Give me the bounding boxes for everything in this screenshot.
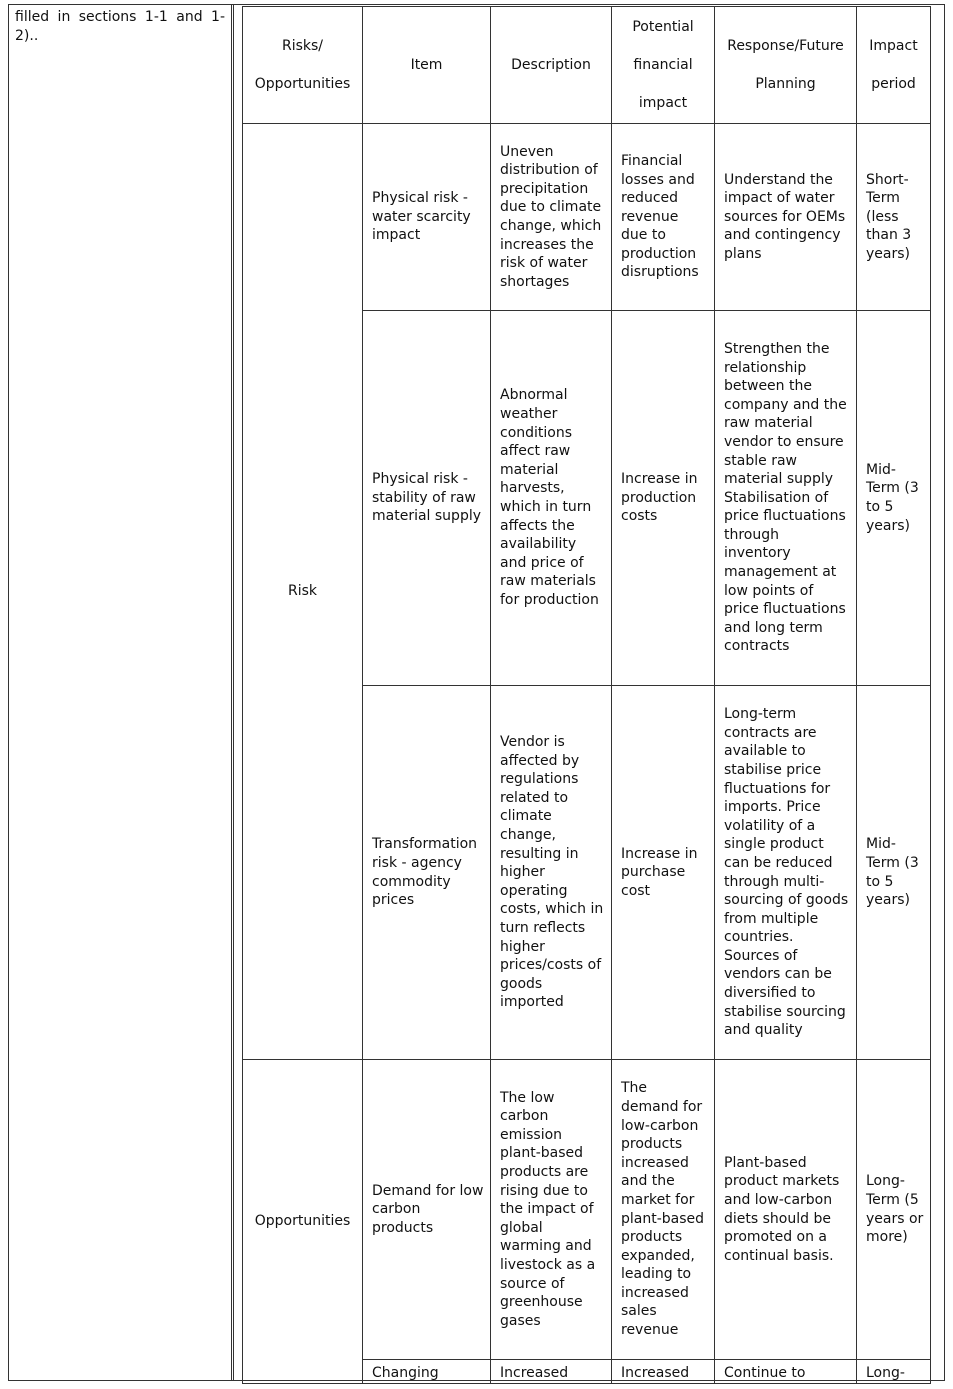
row-description: Vendor is affected by regulations related to climate change, resulting in higher operating costs, which in turn reflects higher prices/costs of goods imported: [491, 686, 612, 1060]
row-item: Changing: [363, 1360, 491, 1384]
row-impact-period: Mid-Term (3 to 5 years): [857, 311, 931, 686]
group-opportunities: Opportunities: [243, 1060, 363, 1384]
row-response: Plant-based product markets and low-carbon diets should be promoted on a continual basis.: [715, 1060, 857, 1360]
table-row: [243, 124, 931, 311]
row-financial-impact: Increase in production costs: [612, 311, 715, 686]
row-description: The low carbon emission plant-based products are rising due to the impact of global warming and livestock as a source of greenhouse gases: [491, 1060, 612, 1360]
table-row: [243, 1060, 931, 1360]
header-row: [243, 7, 931, 124]
row-response: Strengthen the relationship between the company and the raw material vendor to ensure stable raw material supply Stabilisation of price fluctuations through inventory management at low points of price fluctuations and long term contracts: [715, 311, 857, 686]
row-impact-period: Long-: [857, 1360, 931, 1384]
row-response: Understand the impact of water sources for OEMs and contingency plans: [715, 124, 857, 311]
row-impact-period: Long-Term (5 years or more): [857, 1060, 931, 1360]
row-description: Uneven distribution of precipitation due to climate change, which increases the risk of water shortages: [491, 124, 612, 311]
header-financial-impact: Potential financial impact: [612, 7, 715, 124]
climate-risk-opportunity-table: [242, 6, 931, 1384]
row-financial-impact: Increased: [612, 1360, 715, 1384]
row-impact-period: Short-Term (less than 3 years): [857, 124, 931, 311]
header-description: Description: [491, 7, 612, 124]
row-financial-impact: Increase in purchase cost: [612, 686, 715, 1060]
row-response: Continue to: [715, 1360, 857, 1384]
row-item: Transformation risk - agency commodity prices: [363, 686, 491, 1060]
column-separator: [233, 4, 234, 1381]
row-financial-impact: Financial losses and reduced revenue due to production disruptions: [612, 124, 715, 311]
row-financial-impact: The demand for low-carbon products increased and the market for plant-based products expanded, leading to increased sales revenue: [612, 1060, 715, 1360]
header-response: Response/Future Planning: [715, 7, 857, 124]
row-item: Physical risk - stability of raw material supply: [363, 311, 491, 686]
group-risk: Risk: [243, 124, 363, 1060]
left-column-note: filled in sections 1-1 and 1-2)..: [15, 9, 225, 44]
row-item: Demand for low carbon products: [363, 1060, 491, 1360]
header-category: Risks/ Opportunities: [243, 7, 363, 124]
row-description: Increased: [491, 1360, 612, 1384]
row-item: Physical risk - water scarcity impact: [363, 124, 491, 311]
left-column-frame: [8, 4, 231, 1381]
row-response: Long-term contracts are available to stabilise price fluctuations for imports. Price volatility of a single product can be reduced through multi-sourcing of goods from multiple countries. Sources of vendors can be diversified to stabilise sourcing and quality: [715, 686, 857, 1060]
row-description: Abnormal weather conditions affect raw material harvests, which in turn affects the availability and price of raw materials for production: [491, 311, 612, 686]
row-impact-period: Mid-Term (3 to 5 years): [857, 686, 931, 1060]
header-impact-period: Impact period: [857, 7, 931, 124]
header-item: Item: [363, 7, 491, 124]
